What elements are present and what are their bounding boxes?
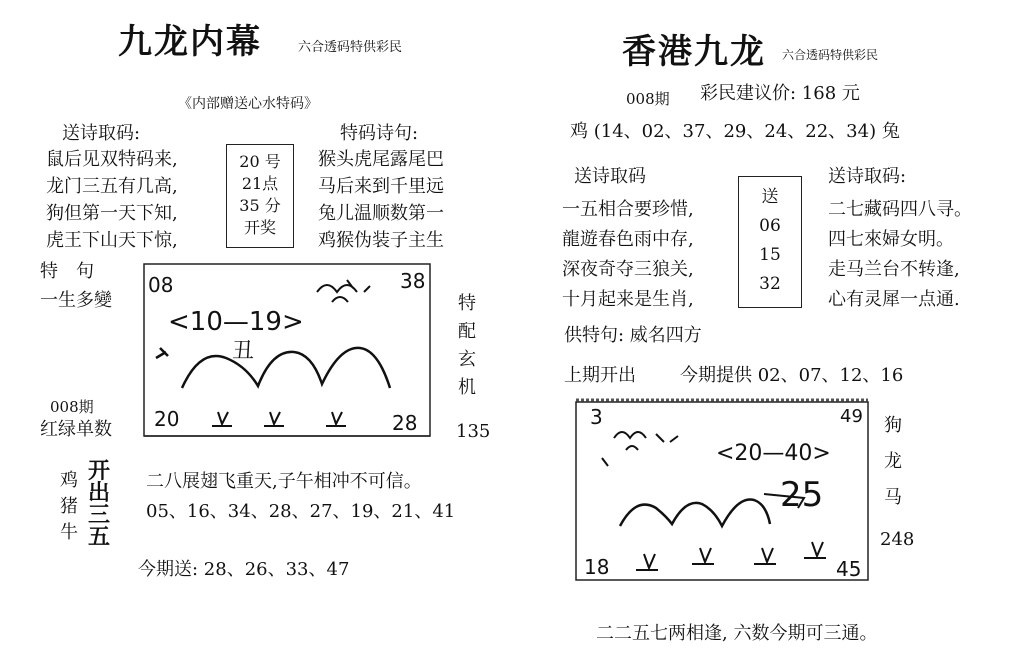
right-sketch-frame [576, 402, 868, 580]
side-char: 机 [458, 377, 476, 398]
left-poem-line: 狗但第一天下知, [46, 203, 178, 224]
right-side-animals [884, 408, 902, 516]
side-char: 特 [458, 293, 476, 314]
sprout-icon [804, 542, 826, 558]
right-sketch-bottom-right-num: 45 [836, 557, 862, 581]
left-title: 九龙内幕 [118, 22, 262, 62]
left-sketch-top-right-num: 38 [400, 269, 426, 293]
left-gift-header: 《内部赠送心水特码》 [178, 96, 318, 112]
send-box [738, 176, 802, 308]
right-sketch-mid-num: 25 [780, 475, 824, 515]
right-poem-right-header: 送诗取码: [828, 166, 907, 187]
left-sketch-range: <10—19> [168, 307, 304, 337]
send-box-line: 15 [759, 245, 781, 265]
left-sketch-bottom-left-num: 20 [154, 407, 180, 431]
right-price: 彩民建议价: 168 元 [700, 83, 860, 104]
open-label-char: 五 [88, 524, 111, 550]
sprout-icon [212, 412, 232, 426]
left-sketch-frame [144, 264, 430, 436]
sprout-icon [754, 548, 776, 564]
chicken-line: 鸡 (14、02、37、29、24、22、34) 兔 [570, 121, 900, 142]
left-poem-line: 虎王下山天下惊, [46, 230, 178, 251]
te-ju-value: 一生多變 [40, 290, 112, 311]
open-animal: 牛 [60, 522, 78, 543]
left-poem-right-line: 猴头虎尾露尾巴 [318, 149, 444, 170]
right-poem-line: 龍遊春色雨中存, [562, 229, 694, 250]
sprout-icon [326, 412, 346, 426]
right-sketch-top-right-num: 49 [840, 406, 863, 427]
side-animal: 龙 [884, 451, 902, 472]
left-poem-right-line: 兔儿温顺数第一 [318, 203, 444, 224]
right-poem-right-line: 心有灵犀一点通. [828, 289, 960, 310]
left-side-number: 135 [456, 421, 491, 442]
left-poem-header: 送诗取码: [62, 123, 141, 144]
sprout-icon [692, 548, 714, 564]
mountain-curve-icon [182, 348, 390, 388]
right-issue: 008期 [626, 90, 670, 108]
right-poem-line: 深夜奇夺三狼关, [562, 259, 694, 280]
sprout-icon [264, 412, 284, 426]
left-verse: 二八展翅飞重天,子午相冲不可信。 [146, 471, 422, 492]
right-footer: 二二五七两相逢, 六数今期可三通。 [596, 623, 878, 644]
left-sketch [142, 262, 434, 440]
left-numbers: 05、16、34、28、27、19、21、41 [146, 501, 456, 522]
right-title: 香港九龙 [622, 32, 766, 72]
left-sketch-top-left-num: 08 [148, 273, 174, 297]
bird-scribble-icon [317, 280, 370, 302]
draw-info-line: 开奖 [243, 218, 276, 237]
te-ju-label: 特 句 [40, 261, 94, 282]
left-subtitle: 六合透码特供彩民 [298, 40, 403, 55]
right-poem-line: 十月起来是生肖, [562, 289, 694, 310]
left-poem-right-line: 鸡猴伪装子主生 [318, 230, 444, 251]
send-box-line: 06 [759, 216, 781, 236]
right-sketch-bottom-left-num: 18 [584, 555, 610, 579]
sprout-icon [636, 554, 658, 570]
open-label-char: 三 [88, 502, 111, 528]
right-poem-header: 送诗取码 [574, 166, 646, 187]
right-sketch-top-left-num: 3 [590, 405, 603, 429]
right-poem-right-line: 走马兰台不转逢, [828, 259, 960, 280]
draw-info-box [226, 144, 294, 248]
right-poem-right-line: 四七來婦女明。 [828, 229, 954, 250]
open-animal: 鸡 [60, 470, 78, 491]
bird-scribble-icon [602, 432, 678, 466]
right-poem-line: 一五相合要珍惜, [562, 199, 694, 220]
right-poem-right-line: 二七藏码四八寻。 [828, 199, 972, 220]
send-box-line: 送 [761, 187, 779, 207]
right-subtitle: 六合透码特供彩民 [782, 48, 879, 62]
side-animal: 马 [884, 487, 902, 508]
open-animal: 猪 [60, 496, 78, 517]
side-char: 配 [458, 321, 476, 342]
draw-info-line: 20 号 [239, 152, 281, 171]
left-side-vertical [458, 290, 476, 402]
send-box-line: 32 [759, 274, 781, 294]
left-tick-icon [156, 348, 168, 358]
this-offer: 今期提供 02、07、12、16 [680, 365, 904, 386]
draw-info-line: 35 分 [239, 196, 281, 215]
left-poem-line: 鼠后见双特码来, [46, 149, 178, 170]
open-label-char: 开 [88, 458, 111, 484]
today-send: 今期送: 28、26、33、47 [138, 559, 350, 580]
left-sketch-bottom-right-num: 28 [392, 411, 418, 435]
red-green-label: 红绿单数 [40, 419, 112, 440]
draw-info-line: 21点 [241, 174, 279, 193]
side-animal: 狗 [884, 415, 902, 436]
left-poem-line: 龙门三五有几高, [46, 176, 178, 197]
right-sketch [574, 398, 874, 586]
right-side-number: 248 [880, 529, 915, 550]
special-line: 供特句: 威名四方 [564, 325, 702, 346]
left-poem-right-header: 特码诗句: [340, 123, 419, 144]
open-label [88, 460, 110, 548]
side-char: 玄 [458, 349, 476, 370]
open-animals [60, 468, 78, 546]
left-sketch-mark: 丑 [232, 339, 255, 364]
wave-curve-icon [620, 500, 770, 526]
left-issue: 008期 [50, 398, 94, 416]
open-label-char: 出 [88, 480, 111, 506]
left-poem-right-line: 马后来到千里远 [318, 176, 444, 197]
last-open: 上期开出 [564, 365, 636, 386]
right-sketch-range: <20—40> [716, 441, 831, 466]
